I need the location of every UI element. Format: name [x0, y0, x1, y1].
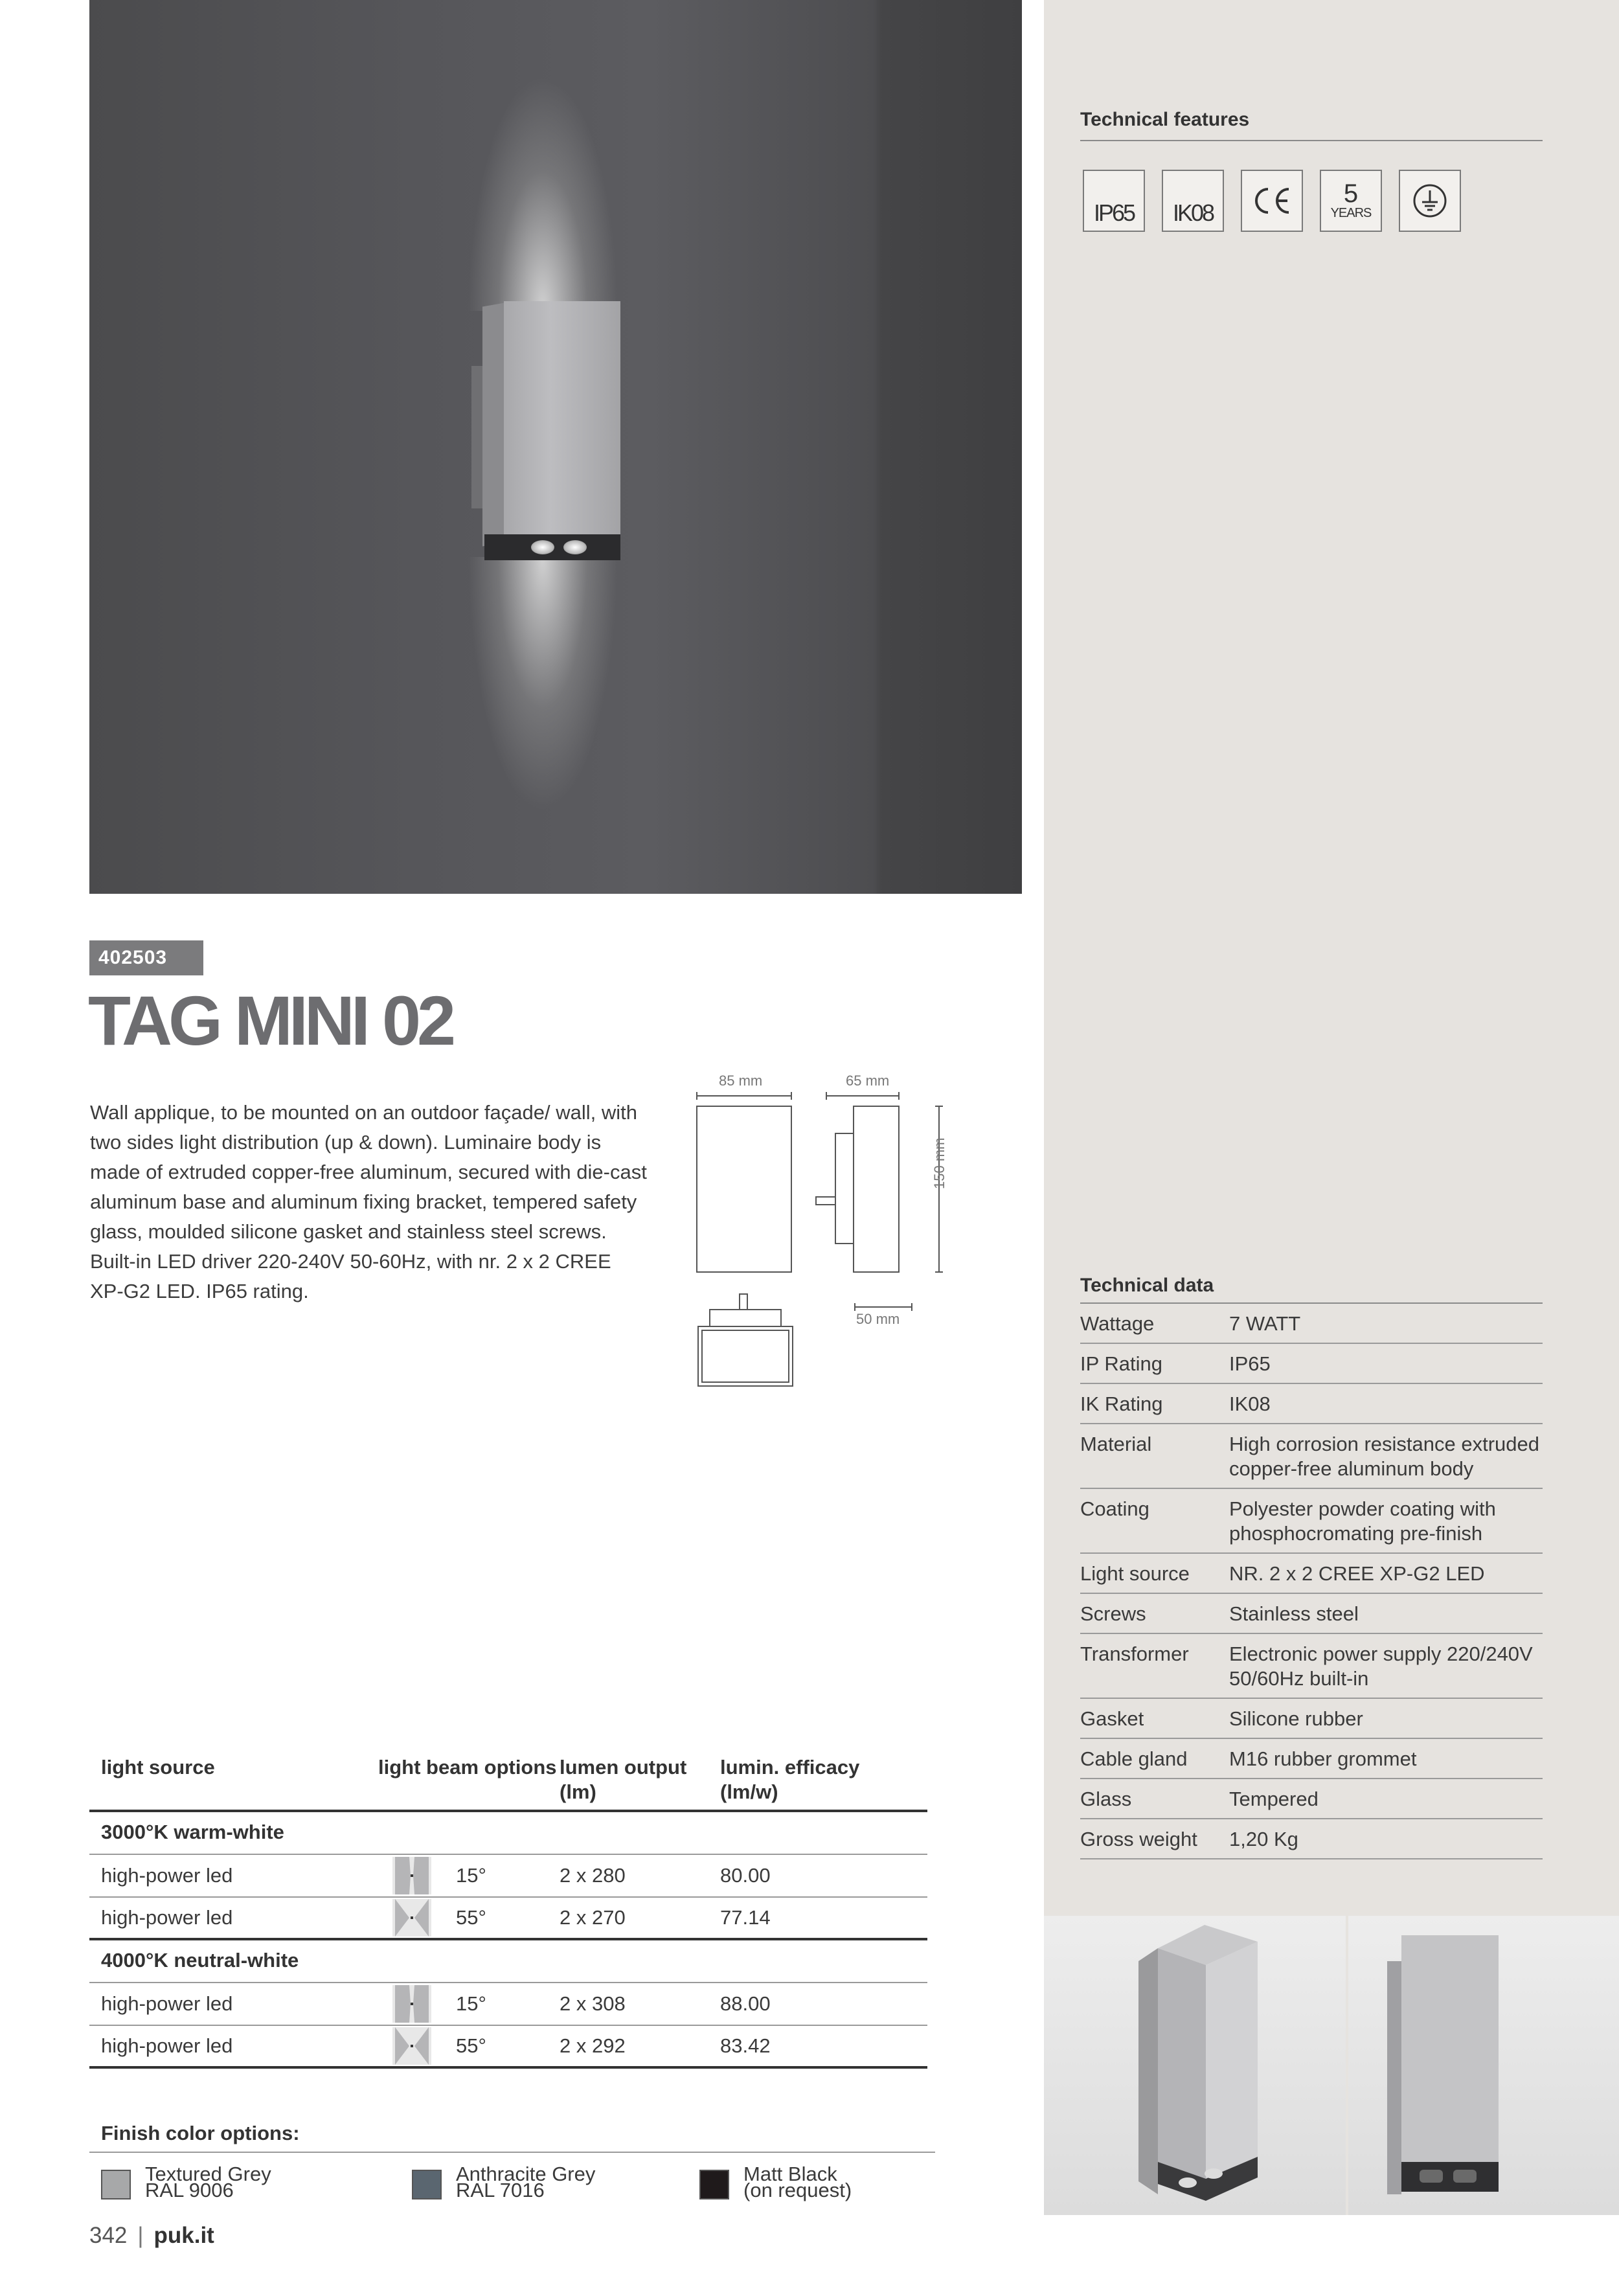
spec-key: Glass	[1080, 1788, 1132, 1810]
ip65-icon	[1083, 170, 1145, 232]
product-photo-front-svg	[1044, 1916, 1346, 2215]
technical-data-row	[1080, 1739, 1543, 1779]
technical-data-row	[1080, 1819, 1543, 1859]
cell-source: high-power led	[101, 1864, 233, 1887]
spec-value: 7 WATT	[1229, 1312, 1301, 1335]
beam-angle: 55°	[456, 2034, 486, 2057]
finish-option-name: Anthracite Grey	[456, 2163, 596, 2185]
spec-key: Material	[1080, 1433, 1152, 1455]
technical-data-row	[1080, 1699, 1543, 1739]
technical-features-title: Technical features	[1080, 109, 1250, 130]
spec-key: Screws	[1080, 1602, 1146, 1625]
spec-key: IP Rating	[1080, 1352, 1162, 1375]
product-title: TAG MINI 02	[88, 981, 453, 1060]
spec-value: Polyester powder coating with phosphocromating pre-finish	[1229, 1497, 1496, 1545]
finish-option-code: RAL 7016	[456, 2179, 545, 2201]
ground-glyph	[1410, 181, 1449, 220]
footer-separator: |	[137, 2223, 144, 2248]
table-row	[89, 1983, 927, 2026]
header-light-source: light source	[101, 1756, 215, 1779]
header-efficacy: lumin. efficacy (lm/w)	[720, 1756, 860, 1803]
finish-option-code: RAL 9006	[145, 2179, 234, 2201]
technical-data-row	[1080, 1779, 1543, 1819]
technical-data-table	[1080, 1304, 1543, 1859]
cell-efficacy: 88.00	[720, 1992, 771, 2015]
technical-data-row	[1080, 1424, 1543, 1489]
finish-swatch-grey	[101, 2170, 131, 2199]
ik08-icon	[1162, 170, 1224, 232]
spec-key: Cable gland	[1080, 1747, 1188, 1770]
spec-value: 1,20 Kg	[1229, 1828, 1298, 1850]
cell-source: high-power led	[101, 1906, 233, 1929]
spec-value: IK08	[1229, 1392, 1271, 1415]
led-lens	[563, 540, 587, 554]
dimension-width: 85 mm	[719, 1073, 763, 1089]
warranty-years-label: YEARS	[1330, 206, 1372, 220]
dimension-drawing-svg	[674, 1062, 984, 1399]
divider	[89, 2152, 935, 2153]
cell-lumen: 2 x 280	[560, 1864, 626, 1887]
technical-data-row	[1080, 1304, 1543, 1344]
page-number: 342	[89, 2223, 128, 2248]
spec-value: IP65	[1229, 1352, 1271, 1375]
table-row	[89, 1898, 927, 1940]
spec-key: Wattage	[1080, 1312, 1155, 1335]
product-code-badge: 402503	[89, 940, 203, 975]
finish-option-name: Textured Grey	[145, 2163, 271, 2185]
light-source-table	[89, 1755, 927, 2069]
cell-beam	[378, 1857, 560, 1894]
finish-option-grey	[145, 2163, 271, 2201]
ik08-label: IK08	[1172, 199, 1214, 226]
cell-beam	[378, 2027, 560, 2065]
technical-data-row	[1080, 1554, 1543, 1594]
product-photo-side	[1348, 1916, 1619, 2215]
narrow-beam-icon	[392, 1985, 431, 2023]
finish-option-anthracite	[456, 2163, 596, 2201]
finish-options-title: Finish color options:	[101, 2122, 300, 2144]
cell-efficacy: 77.14	[720, 1906, 771, 1929]
cell-efficacy: 83.42	[720, 2034, 771, 2057]
technical-data-row	[1080, 1594, 1543, 1634]
light-beam-up	[433, 0, 653, 311]
technical-data-row	[1080, 1634, 1543, 1699]
cell-beam	[378, 1985, 560, 2023]
led-lens	[531, 540, 554, 554]
warranty-years-number: 5	[1343, 179, 1359, 208]
table-row	[89, 2026, 927, 2069]
product-photo-front	[1044, 1916, 1346, 2215]
spec-key: Gasket	[1080, 1707, 1144, 1730]
product-description: Wall applique, to be mounted on an outdoor façade/ wall, with two sides light distribution (up & down). Luminaire body is made of extruded copper-free aluminum, secured with die-cast aluminum base and aluminum fixing bracket, tempered safety glass, moulded silicone gasket and stainless steel screws. Built-in LED driver 220-240V 50-60Hz, with nr. 2 x 2 CREE XP-G2 LED. IP65 rating.	[90, 1101, 647, 1302]
spec-value: M16 rubber grommet	[1229, 1747, 1417, 1770]
ce-mark-glyph	[1251, 185, 1293, 216]
narrow-beam-icon	[392, 1857, 431, 1894]
divider	[1080, 140, 1543, 141]
product-photo-side-svg	[1348, 1916, 1619, 2215]
finish-swatch-anthracite	[412, 2170, 442, 2199]
spec-key: IK Rating	[1080, 1392, 1163, 1415]
spec-value: Tempered	[1229, 1788, 1319, 1810]
technical-data-row	[1080, 1344, 1543, 1384]
technical-data-row	[1080, 1489, 1543, 1554]
website-link[interactable]: puk.it	[153, 2223, 214, 2248]
cell-lumen: 2 x 292	[560, 2034, 626, 2057]
spec-value: NR. 2 x 2 CREE XP-G2 LED	[1229, 1562, 1485, 1585]
cell-source: high-power led	[101, 2034, 233, 2057]
spec-value: Silicone rubber	[1229, 1707, 1363, 1730]
finish-swatch-black	[699, 2170, 729, 2199]
wide-beam-icon	[392, 1899, 431, 1937]
technical-data-row	[1080, 1384, 1543, 1424]
table-header	[89, 1755, 927, 1812]
ip65-label: IP65	[1093, 199, 1135, 226]
page-footer	[89, 2223, 214, 2249]
technical-data-title: Technical data	[1080, 1275, 1214, 1296]
spec-value: High corrosion resistance extruded copper-free aluminum body	[1229, 1433, 1540, 1480]
finish-option-name: Matt Black	[743, 2163, 837, 2185]
spec-value: Electronic power supply 220/240V 50/60Hz built-in	[1229, 1642, 1533, 1690]
dimension-drawing	[674, 1062, 984, 1399]
beam-angle: 55°	[456, 1906, 486, 1929]
spec-key: Coating	[1080, 1497, 1149, 1520]
cell-beam	[378, 1899, 560, 1937]
cell-efficacy: 80.00	[720, 1864, 771, 1887]
lamp-body	[504, 301, 620, 560]
header-light-beam: light beam options	[378, 1756, 557, 1779]
dimension-height: 150 mm	[931, 1137, 947, 1189]
finish-option-black	[743, 2163, 852, 2201]
spec-key: Light source	[1080, 1562, 1190, 1585]
technical-sidebar	[1044, 0, 1619, 2215]
spec-value: Stainless steel	[1229, 1602, 1359, 1625]
beam-angle: 15°	[456, 1864, 486, 1887]
wide-beam-icon	[392, 2027, 431, 2065]
light-beam-down	[433, 557, 653, 894]
finish-option-code: (on request)	[743, 2179, 852, 2201]
table-row	[89, 1855, 927, 1898]
table-group-label: 3000°K warm-white	[89, 1812, 927, 1855]
spec-key: Transformer	[1080, 1642, 1189, 1665]
dimension-depth: 65 mm	[846, 1073, 890, 1089]
cell-lumen: 2 x 308	[560, 1992, 626, 2015]
ground-icon	[1399, 170, 1461, 232]
header-lumen-output: lumen output (lm)	[560, 1756, 687, 1803]
product-hero-photo	[89, 0, 1022, 894]
cell-lumen: 2 x 270	[560, 1906, 626, 1929]
beam-angle: 15°	[456, 1992, 486, 2015]
spec-key: Gross weight	[1080, 1828, 1197, 1850]
warranty-icon	[1320, 170, 1382, 232]
dimension-bracket: 50 mm	[856, 1311, 900, 1327]
table-group-label: 4000°K neutral-white	[89, 1940, 927, 1983]
ce-mark-icon	[1241, 170, 1303, 232]
cell-source: high-power led	[101, 1992, 233, 2015]
